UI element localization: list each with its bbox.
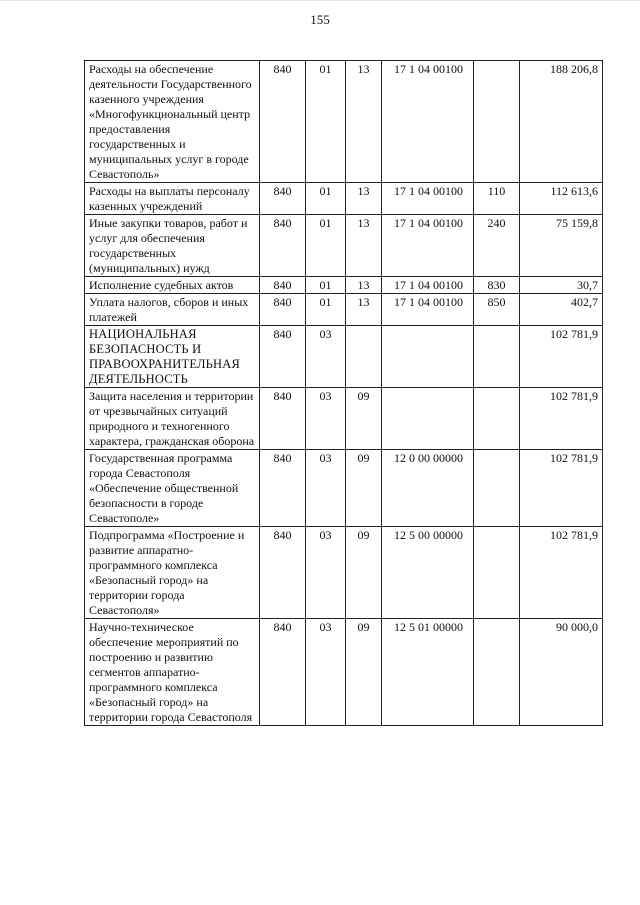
cell-pr: 09 xyxy=(346,619,382,726)
table-row xyxy=(85,527,603,619)
cell-pr: 09 xyxy=(346,388,382,450)
cell-pr: 13 xyxy=(346,277,382,294)
cell-vr xyxy=(474,61,520,183)
cell-name: Государственная программа города Севастополя «Обеспечение общественной безопасности в городе Севастополе» xyxy=(85,450,260,527)
cell-sum: 30,7 xyxy=(520,277,603,294)
cell-name: Подпрограмма «Построение и развитие аппаратно-программного комплекса «Безопасный город» на территории города Севастополя» xyxy=(85,527,260,619)
table-row xyxy=(85,388,603,450)
cell-csr: 17 1 04 00100 xyxy=(382,277,474,294)
cell-vr xyxy=(474,388,520,450)
cell-csr xyxy=(382,326,474,388)
cell-ved: 840 xyxy=(260,326,306,388)
cell-vr xyxy=(474,527,520,619)
cell-sum: 102 781,9 xyxy=(520,326,603,388)
cell-ved: 840 xyxy=(260,215,306,277)
cell-vr xyxy=(474,450,520,527)
cell-pr: 09 xyxy=(346,527,382,619)
cell-vr xyxy=(474,619,520,726)
cell-rz: 03 xyxy=(306,388,346,450)
cell-sum: 90 000,0 xyxy=(520,619,603,726)
table-row xyxy=(85,61,603,183)
cell-rz: 01 xyxy=(306,277,346,294)
cell-vr: 850 xyxy=(474,294,520,326)
cell-sum: 102 781,9 xyxy=(520,388,603,450)
cell-sum: 188 206,8 xyxy=(520,61,603,183)
table-row xyxy=(85,294,603,326)
cell-rz: 01 xyxy=(306,215,346,277)
cell-name: Иные закупки товаров, работ и услуг для обеспечения государственных (муниципальных) нужд xyxy=(85,215,260,277)
budget-table xyxy=(84,60,603,726)
cell-rz: 03 xyxy=(306,326,346,388)
cell-rz: 03 xyxy=(306,527,346,619)
cell-name: Расходы на выплаты персоналу казенных учреждений xyxy=(85,183,260,215)
cell-sum: 75 159,8 xyxy=(520,215,603,277)
cell-name: Научно-техническое обеспечение мероприятий по построению и развитию сегментов аппаратно-программного комплекса «Безопасный город» на территории города Севастополя xyxy=(85,619,260,726)
cell-rz: 01 xyxy=(306,294,346,326)
cell-pr xyxy=(346,326,382,388)
cell-vr: 110 xyxy=(474,183,520,215)
cell-name: НАЦИОНАЛЬНАЯ БЕЗОПАСНОСТЬ И ПРАВООХРАНИТЕЛЬНАЯ ДЕЯТЕЛЬНОСТЬ xyxy=(85,326,260,388)
cell-pr: 13 xyxy=(346,294,382,326)
cell-rz: 01 xyxy=(306,183,346,215)
cell-csr xyxy=(382,388,474,450)
cell-name: Расходы на обеспечение деятельности Государственного казенного учреждения «Многофункциональный центр предоставления государственных и муниципальных услуг в городе Севастополь» xyxy=(85,61,260,183)
cell-pr: 13 xyxy=(346,61,382,183)
table-row xyxy=(85,326,603,388)
cell-rz: 03 xyxy=(306,619,346,726)
cell-csr: 12 5 00 00000 xyxy=(382,527,474,619)
cell-ved: 840 xyxy=(260,183,306,215)
cell-name: Уплата налогов, сборов и иных платежей xyxy=(85,294,260,326)
cell-csr: 12 0 00 00000 xyxy=(382,450,474,527)
cell-ved: 840 xyxy=(260,527,306,619)
table-row xyxy=(85,183,603,215)
cell-sum: 112 613,6 xyxy=(520,183,603,215)
table-row xyxy=(85,215,603,277)
cell-ved: 840 xyxy=(260,450,306,527)
cell-pr: 09 xyxy=(346,450,382,527)
cell-sum: 402,7 xyxy=(520,294,603,326)
cell-ved: 840 xyxy=(260,388,306,450)
table-row xyxy=(85,277,603,294)
cell-sum: 102 781,9 xyxy=(520,450,603,527)
cell-vr: 830 xyxy=(474,277,520,294)
page-number: 155 xyxy=(310,12,330,27)
cell-ved: 840 xyxy=(260,294,306,326)
page-edge xyxy=(0,0,640,1)
cell-csr: 17 1 04 00100 xyxy=(382,215,474,277)
table-row xyxy=(85,619,603,726)
cell-vr xyxy=(474,326,520,388)
cell-name: Защита населения и территории от чрезвычайных ситуаций природного и техногенного характера, гражданская оборона xyxy=(85,388,260,450)
cell-pr: 13 xyxy=(346,215,382,277)
cell-csr: 17 1 04 00100 xyxy=(382,61,474,183)
cell-csr: 17 1 04 00100 xyxy=(382,183,474,215)
cell-ved: 840 xyxy=(260,61,306,183)
cell-vr: 240 xyxy=(474,215,520,277)
cell-rz: 03 xyxy=(306,450,346,527)
cell-sum: 102 781,9 xyxy=(520,527,603,619)
cell-csr: 17 1 04 00100 xyxy=(382,294,474,326)
table-row xyxy=(85,450,603,527)
cell-name: Исполнение судебных актов xyxy=(85,277,260,294)
cell-pr: 13 xyxy=(346,183,382,215)
cell-csr: 12 5 01 00000 xyxy=(382,619,474,726)
cell-ved: 840 xyxy=(260,619,306,726)
cell-rz: 01 xyxy=(306,61,346,183)
cell-ved: 840 xyxy=(260,277,306,294)
